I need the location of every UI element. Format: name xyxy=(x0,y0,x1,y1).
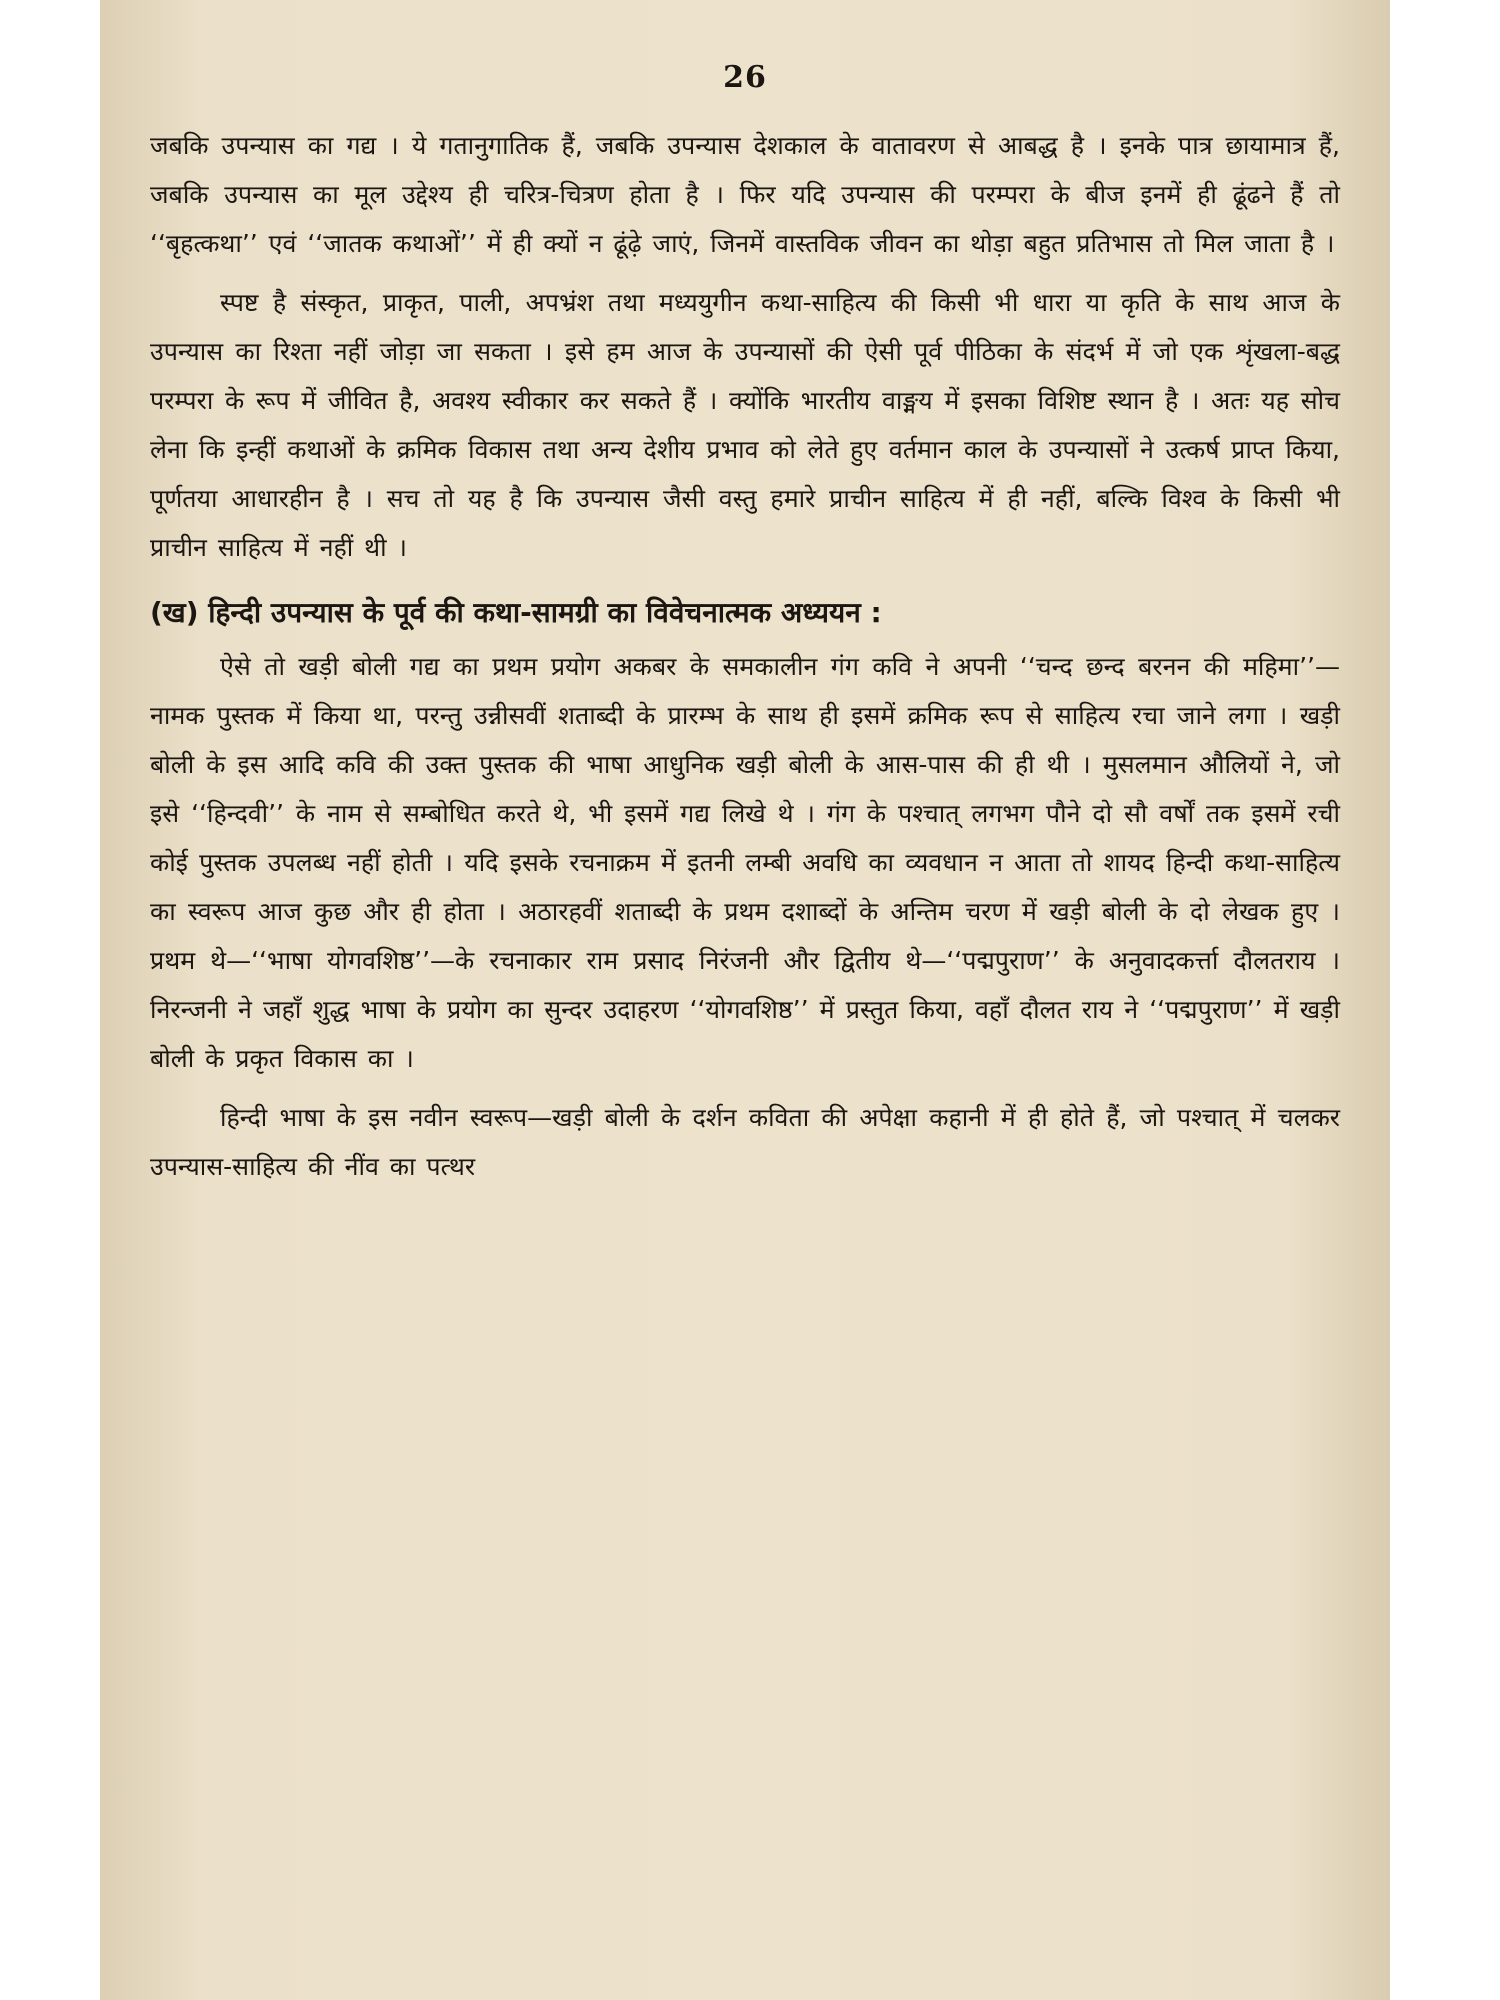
paragraph-continuation: जबकि उपन्यास का गद्य । ये गतानुगातिक हैं, जबकि उपन्यास देशकाल के वातावरण से आबद्ध है । इनके पात्र छायामात्र हैं, जबकि उपन्यास का मूल उद्देश्य ही चरित्र-चित्रण होता है । फिर यदि उपन्यास की परम्परा के बीज इनमें ही ढूंढने हैं तो ‘‘बृहत्कथा’’ एवं ‘‘जातक कथाओं’’ में ही क्यों न ढूंढ़े जाएं, जिनमें वास्तविक जीवन का थोड़ा बहुत प्रतिभास तो मिल जाता है । xyxy=(150,131,1340,258)
paragraph-section-body: ऐसे तो खड़ी बोली गद्य का प्रथम प्रयोग अकबर के समकालीन गंग कवि ने अपनी ‘‘चन्द छन्द बरनन की महिमा’’—नामक पुस्तक में किया था, परन्तु उन्नीसवीं शताब्दी के प्रारम्भ के साथ ही इसमें क्रमिक रूप से साहित्य रचा जाने लगा । खड़ी बोली के इस आदि कवि की उक्त पुस्तक की भाषा आधुनिक खड़ी बोली के आस-पास की ही थी । मुसलमान औलियों ने, जो इसे ‘‘हिन्दवी’’ के नाम से सम्बोधित करते थे, भी इसमें गद्य लिखे थे । गंग के पश्चात् लगभग पौने दो सौ वर्षों तक इसमें रची कोई पुस्तक उपलब्ध नहीं होती । यदि इसके रचनाक्रम में इतनी लम्बी अवधि का व्यवधान न आता तो शायद हिन्दी कथा-साहित्य का स्वरूप आज कुछ और ही होता । अठारहवीं शताब्दी के प्रथम दशाब्दों के अन्तिम चरण में खड़ी बोली के दो लेखक हुए । प्रथम थे—‘‘भाषा योगवशिष्ठ’’—के रचनाकार राम प्रसाद निरंजनी और द्वितीय थे—‘‘पद्मपुराण’’ के अनुवादकर्त्ता दौलतराय । निरन्जनी ने जहाँ शुद्ध भाषा के प्रयोग का सुन्दर उदाहरण ‘‘योगवशिष्ठ’’ में प्रस्तुत किया, वहाँ दौलत राय ने ‘‘पद्मपुराण’’ में खड़ी बोली के प्रकृत विकास का । xyxy=(150,652,1340,1073)
paragraph-section-closing: हिन्दी भाषा के इस नवीन स्वरूप—खड़ी बोली के दर्शन कविता की अपेक्षा कहानी में ही होते हैं, जो पश्चात् में चलकर उपन्यास-साहित्य की नींव का पत्थर xyxy=(150,1103,1340,1181)
scanned-book-page xyxy=(100,0,1390,2000)
page-number: 26 xyxy=(723,60,767,95)
section-heading: (ख) हिन्दी उपन्यास के पूर्व की कथा-सामग्री का विवेचनात्मक अध्ययन : xyxy=(150,596,882,629)
paragraph-conclusion: स्पष्ट है संस्कृत, प्राकृत, पाली, अपभ्रंश तथा मध्ययुगीन कथा-साहित्य की किसी भी धारा या कृति के साथ आज के उपन्यास का रिश्ता नहीं जोड़ा जा सकता । इसे हम आज के उपन्यासों की ऐसी पूर्व पीठिका के संदर्भ में जो एक शृंखला-बद्ध परम्परा के रूप में जीवित है, अवश्य स्वीकार कर सकते हैं । क्योंकि भारतीय वाङ्मय में इसका विशिष्ट स्थान है । अतः यह सोच लेना कि इन्हीं कथाओं के क्रमिक विकास तथा अन्य देशीय प्रभाव को लेते हुए वर्तमान काल के उपन्यासों ने उत्कर्ष प्राप्त किया, पूर्णतया आधारहीन है । सच तो यह है कि उपन्यास जैसी वस्तु हमारे प्राचीन साहित्य में ही नहीं, बल्कि विश्व के किसी भी प्राचीन साहित्य में नहीं थी । xyxy=(150,288,1340,562)
